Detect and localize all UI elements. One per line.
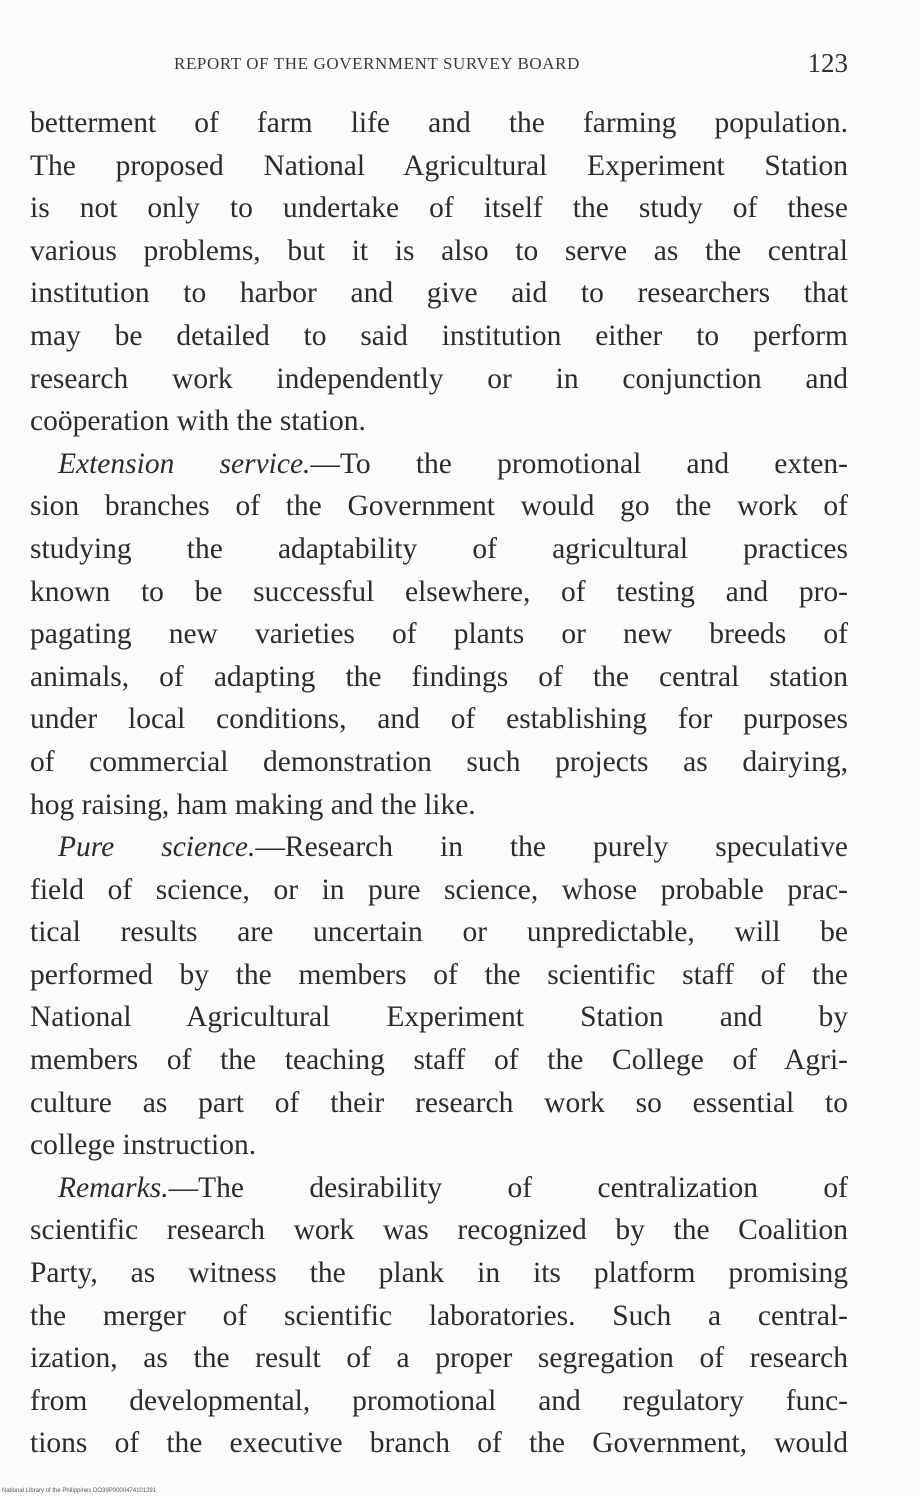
text-line: performed by the members of the scientific staff of the (30, 958, 848, 991)
paragraph-first-line (30, 443, 848, 486)
text-line: institution to harbor and give aid to researchers that (30, 277, 848, 310)
text-line: pagating new varieties of plants or new breeds of (30, 618, 848, 651)
text-line: National Agricultural Experiment Station and by (30, 1001, 848, 1034)
text-line: under local conditions, and of establishing for purposes (30, 703, 848, 736)
text-run: —To the promotional and exten- (310, 447, 848, 480)
text-line: from developmental, promotional and regulatory func- (30, 1384, 848, 1417)
section-heading-remarks: Remarks. (58, 1171, 169, 1204)
text-line: research work independently or in conjunction and (30, 362, 848, 395)
text-line: culture as part of their research work so essential to (30, 1086, 848, 1119)
text-line: scientific research work was recognized by the Coalition (30, 1214, 848, 1247)
section-heading-extension-service: Extension service. (58, 447, 311, 480)
paragraph-first-line (30, 1167, 848, 1210)
text-line: The proposed National Agricultural Experiment Station (30, 149, 848, 182)
page-number: 123 (807, 48, 848, 78)
text-line: various problems, but it is also to serve as the central (30, 234, 848, 267)
text-line: tical results are uncertain or unpredictable, will be (30, 916, 848, 949)
text-line: hog raising, ham making and the like. (30, 788, 476, 821)
text-line: tions of the executive branch of the Government, would (30, 1427, 848, 1460)
text-line: is not only to undertake of itself the study of these (30, 192, 848, 225)
running-head: REPORT OF THE GOVERNMENT SURVEY BOARD (174, 54, 580, 73)
text-line: known to be successful elsewhere, of testing and pro- (30, 575, 848, 608)
scan-footer: National Library of the Philippines DO39P0000474101291 (2, 1488, 157, 1494)
text-line: sion branches of the Government would go the work of (30, 490, 848, 523)
text-line: betterment of farm life and the farming population. (30, 107, 848, 139)
text-line: college instruction. (30, 1129, 257, 1162)
text-line: members of the teaching staff of the College of Agri- (30, 1044, 848, 1077)
text-line: of commercial demonstration such projects as dairying, (30, 745, 848, 778)
text-line: studying the adaptability of agricultural practices (30, 532, 848, 565)
paragraph-first-line (30, 826, 848, 869)
page-header (160, 46, 850, 86)
body-text (30, 102, 848, 1465)
text-line: field of science, or in pure science, whose probable prac- (30, 873, 848, 906)
text-line: animals, of adapting the findings of the central station (30, 660, 848, 693)
section-heading-pure-science: Pure science. (58, 831, 256, 864)
text-run: —The desirability of centralization of (168, 1171, 848, 1204)
text-line: may be detailed to said institution either to perform (30, 319, 848, 352)
text-line: the merger of scientific laboratories. Such a central- (30, 1299, 848, 1332)
text-line: ization, as the result of a proper segregation of research (30, 1342, 848, 1375)
text-line: coöperation with the station. (30, 405, 366, 438)
text-run: —Research in the purely speculative (255, 831, 848, 864)
text-line: Party, as witness the plank in its platform promising (30, 1257, 848, 1290)
